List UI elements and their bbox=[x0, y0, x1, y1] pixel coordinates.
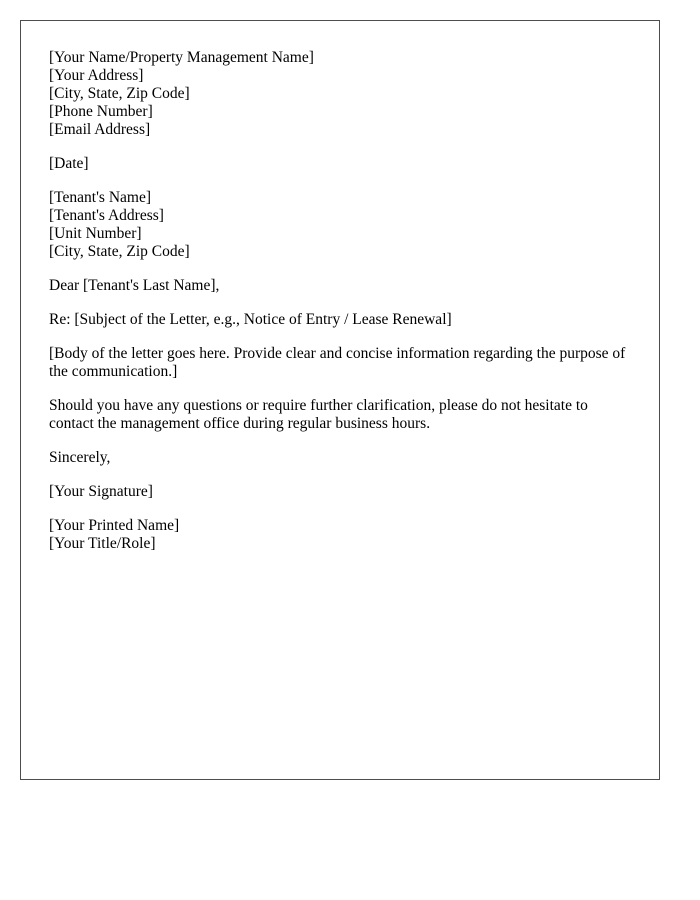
title-role: [Your Title/Role] bbox=[49, 535, 156, 552]
recipient-name: [Tenant's Name] bbox=[49, 189, 151, 206]
recipient-block bbox=[49, 189, 633, 261]
recipient-unit: [Unit Number] bbox=[49, 225, 142, 242]
signature-placeholder: [Your Signature] bbox=[49, 483, 153, 500]
sender-email: [Email Address] bbox=[49, 121, 151, 138]
printed-name: [Your Printed Name] bbox=[49, 517, 180, 534]
date-block bbox=[49, 155, 633, 173]
recipient-address: [Tenant's Address] bbox=[49, 207, 164, 224]
closing: Sincerely, bbox=[49, 449, 111, 466]
recipient-city-state-zip: [City, State, Zip Code] bbox=[49, 243, 190, 260]
sender-block bbox=[49, 49, 633, 139]
closing-paragraph: Should you have any questions or require further clarification, please do not hesitate to contact the management office during regular business hours. bbox=[49, 397, 588, 432]
salutation: Dear [Tenant's Last Name], bbox=[49, 277, 220, 294]
letter-content bbox=[49, 49, 633, 569]
signature-block bbox=[49, 483, 633, 501]
sender-phone: [Phone Number] bbox=[49, 103, 153, 120]
closing-block bbox=[49, 449, 633, 467]
letter-frame bbox=[20, 20, 660, 780]
printed-name-block bbox=[49, 517, 633, 553]
subject-block bbox=[49, 311, 633, 329]
sender-name: [Your Name/Property Management Name] bbox=[49, 49, 314, 66]
letter-date: [Date] bbox=[49, 155, 89, 172]
body-paragraph: [Body of the letter goes here. Provide clear and concise information regarding the purpose of the communication.] bbox=[49, 345, 626, 380]
sender-city-state-zip: [City, State, Zip Code] bbox=[49, 85, 190, 102]
subject-line: Re: [Subject of the Letter, e.g., Notice of Entry / Lease Renewal] bbox=[49, 311, 452, 328]
sender-address: [Your Address] bbox=[49, 67, 144, 84]
salutation-block bbox=[49, 277, 633, 295]
